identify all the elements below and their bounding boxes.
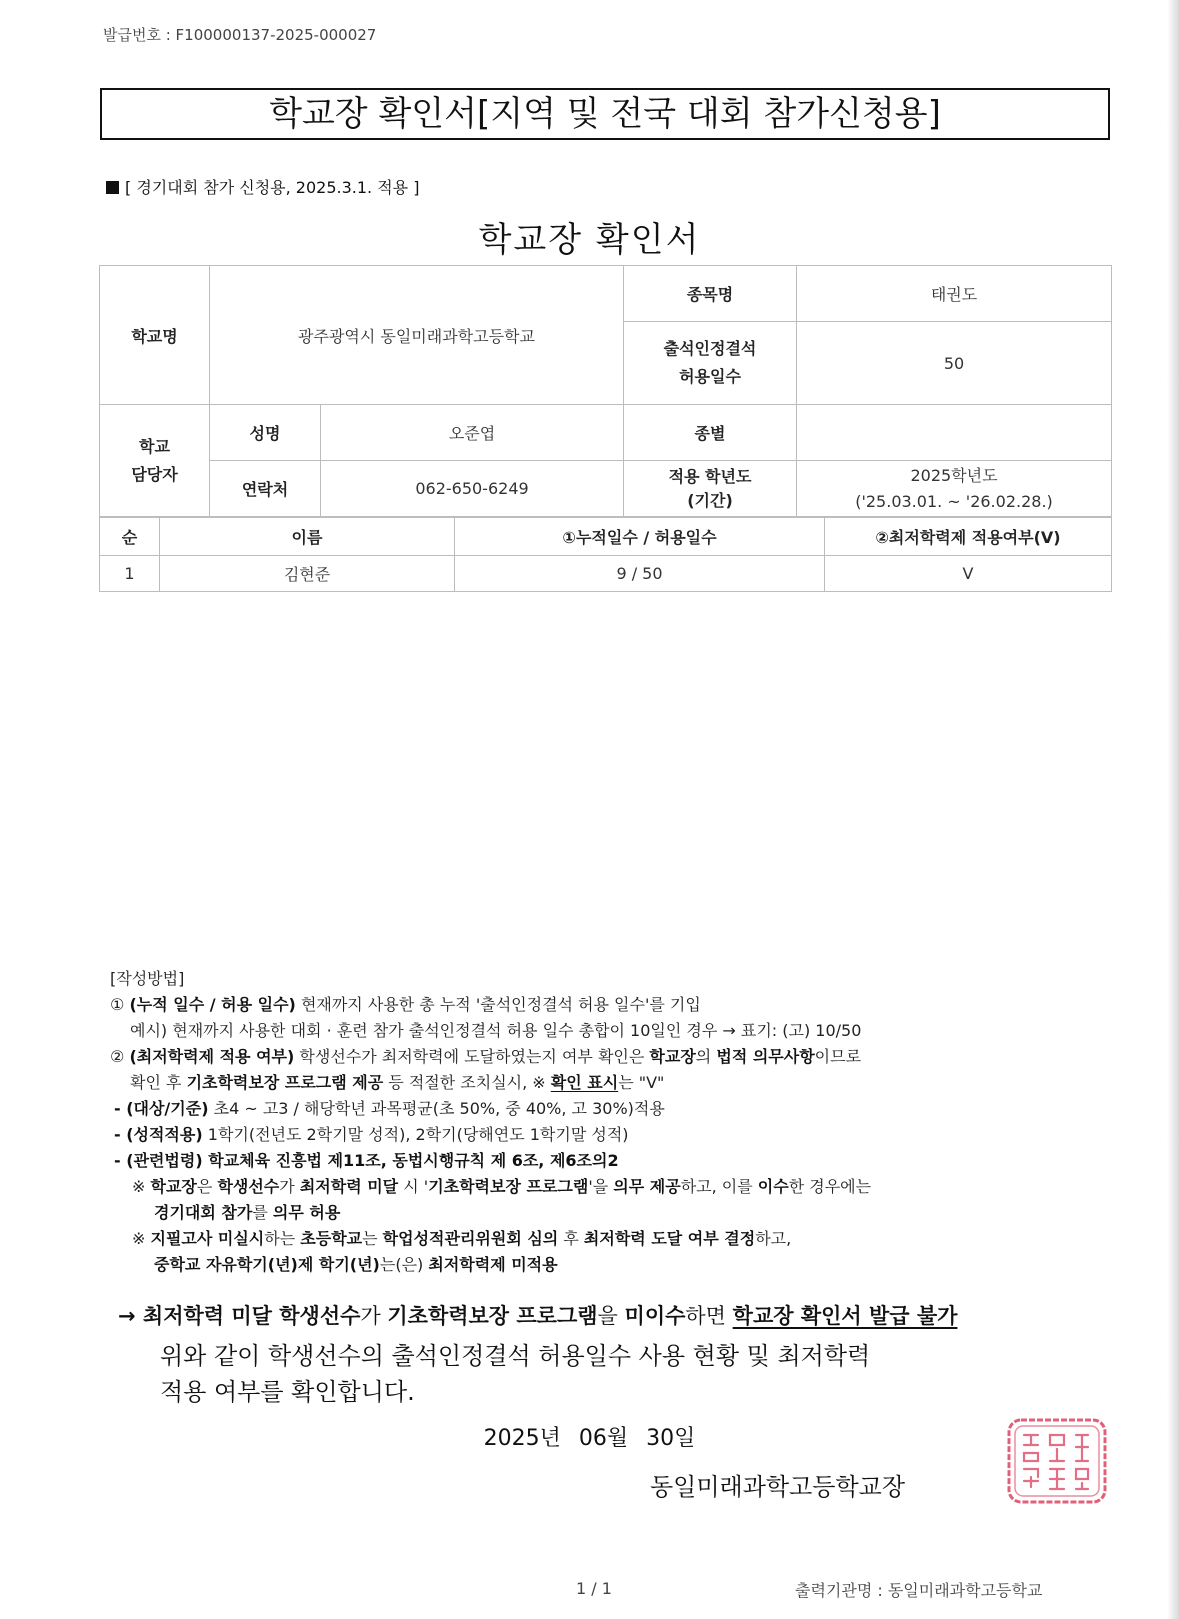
issue-date bbox=[0, 1421, 1179, 1452]
info-table bbox=[99, 265, 1112, 517]
category-value bbox=[797, 405, 1112, 461]
row-name: 김현준 bbox=[160, 556, 455, 592]
category-label: 종별 bbox=[624, 405, 797, 461]
square-bullet-icon bbox=[106, 181, 119, 194]
year-label: 적용 학년도 (기간) bbox=[624, 461, 797, 517]
sport-label: 종목명 bbox=[624, 266, 797, 322]
date-year: 2025년 bbox=[483, 1426, 561, 1451]
guide-heading: [작성방법] bbox=[110, 969, 185, 988]
principal-signature: 동일미래과학고등학교장 bbox=[650, 1473, 906, 1501]
guide-line-3: ② (최저학력제 적용 여부) 학생선수가 최저학력에 도달하였는지 여부 확인은 학교장의 법적 의무사항이므로 bbox=[110, 1047, 862, 1066]
guide-line-8: ※ 학교장은 학생선수가 최저학력 미달 시 '기초학력보장 프로그램'을 의무 제공하고, 이를 이수한 경우에는 bbox=[132, 1177, 872, 1196]
school-seal-icon bbox=[1006, 1417, 1108, 1505]
row-applied: V bbox=[825, 556, 1112, 592]
main-title: 학교장 확인서[지역 및 전국 대회 참가신청용] bbox=[100, 88, 1110, 140]
page-number: 1 / 1 bbox=[576, 1579, 612, 1598]
issue-number: 발급번호 : F100000137-2025-000027 bbox=[103, 26, 377, 44]
contact-value: 062-650-6249 bbox=[321, 461, 624, 517]
guide-line-2: 예시) 현재까지 사용한 대회 · 훈련 참가 출석인정결석 허용 일수 총합이 10일인 경우 → 표기: (고) 10/50 bbox=[130, 1021, 862, 1040]
table-row bbox=[100, 556, 1112, 592]
manager-label: 학교 담당자 bbox=[100, 405, 210, 517]
col-header-applied: ②최저학력제 적용여부(V) bbox=[825, 518, 1112, 556]
date-day: 30일 bbox=[646, 1426, 696, 1451]
col-header-days: ①누적일수 / 허용일수 bbox=[455, 518, 825, 556]
name-value: 오준엽 bbox=[321, 405, 624, 461]
output-organization: 출력기관명 : 동일미래과학고등학교 bbox=[795, 1581, 1043, 1600]
row-days: 9 / 50 bbox=[455, 556, 825, 592]
school-value: 광주광역시 동일미래과학고등학교 bbox=[210, 266, 624, 405]
year-value: 2025학년도 ('25.03.01. ~ '26.02.28.) bbox=[797, 461, 1112, 517]
guide-line-1: ① (누적 일수 / 허용 일수) 현재까지 사용한 총 누적 '출석인정결석 허용 일수'를 기입 bbox=[110, 995, 701, 1014]
warning-line: → 최저학력 미달 학생선수가 기초학력보장 프로그램을 미이수하면 학교장 확인서 발급 불가 bbox=[118, 1304, 958, 1328]
guide-line-7: - (관련법령) 학교체육 진흥법 제11조, 동법시행규칙 제 6조, 제6조의2 bbox=[114, 1151, 619, 1170]
allowed-days-value: 50 bbox=[797, 322, 1112, 405]
guide-line-6: - (성적적용) 1학기(전년도 2학기말 성적), 2학기(당해연도 1학기말 성적) bbox=[114, 1125, 629, 1144]
guide-line-11: 중학교 자유학기(년)제 학기(년)는(은) 최저학력제 미적용 bbox=[154, 1255, 558, 1274]
guide-line-5: - (대상/기준) 초4 ~ 고3 / 해당학년 과목평균(초 50%, 중 40%, 고 30%)적용 bbox=[114, 1099, 665, 1118]
subnote-text: [ 경기대회 참가 신청용, 2025.3.1. 적용 ] bbox=[125, 178, 420, 197]
writing-guide bbox=[110, 966, 1130, 1278]
col-header-no: 순 bbox=[100, 518, 160, 556]
name-label: 성명 bbox=[210, 405, 321, 461]
row-no: 1 bbox=[100, 556, 160, 592]
confirmation-statement: 위와 같이 학생선수의 출석인정결석 허용일수 사용 현황 및 최저학력 적용 여부를 확인합니다. bbox=[160, 1342, 871, 1406]
guide-line-4: 확인 후 기초학력보장 프로그램 제공 등 적절한 조치실시, ※ 확인 표시는 "V" bbox=[130, 1073, 665, 1092]
subnote bbox=[106, 175, 419, 198]
school-label: 학교명 bbox=[100, 266, 210, 405]
sport-value: 태권도 bbox=[797, 266, 1112, 322]
allowed-days-label: 출석인정결석 허용일수 bbox=[624, 322, 797, 405]
student-table bbox=[99, 517, 1112, 592]
guide-line-9: 경기대회 참가를 의무 허용 bbox=[154, 1203, 341, 1222]
guide-line-10: ※ 지필고사 미실시하는 초등학교는 학업성적관리위원회 심의 후 최저학력 도달 여부 결정하고, bbox=[132, 1229, 792, 1248]
contact-label: 연락처 bbox=[210, 461, 321, 517]
document-title: 학교장 확인서 bbox=[478, 220, 701, 260]
date-month: 06월 bbox=[578, 1426, 629, 1451]
col-header-name: 이름 bbox=[160, 518, 455, 556]
